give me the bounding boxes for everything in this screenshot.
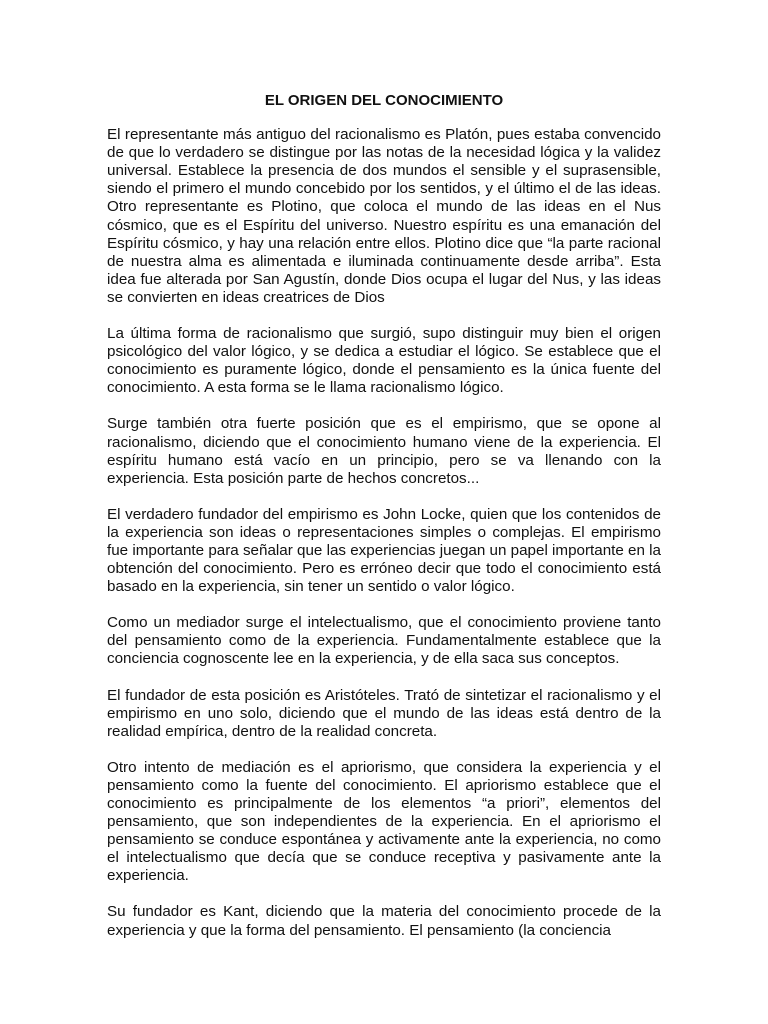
- paragraph: Surge también otra fuerte posición que es el empirismo, que se opone al racionalismo, diciendo que el conocimiento humano viene de la experiencia. El espíritu humano está vacío en un principio, pero se va llenando con la experiencia. Esta posición parte de hechos concretos...: [107, 415, 661, 487]
- document-title: EL ORIGEN DEL CONOCIMIENTO: [264, 92, 504, 109]
- paragraph: Como un mediador surge el intelectualismo, que el conocimiento proviene tanto del pensamiento como de la experiencia. Fundamentalmente establece que la conciencia cognoscente lee en la experiencia, y de ella saca sus conceptos.: [107, 614, 661, 668]
- document-body: [107, 92, 661, 958]
- paragraph: Su fundador es Kant, diciendo que la materia del conocimiento procede de la experiencia y que la forma del pensamiento. El pensamiento (la conciencia: [107, 903, 661, 939]
- paragraph: El representante más antiguo del racionalismo es Platón, pues estaba convencido de que lo verdadero se distingue por las notas de la necesidad lógica y la validez universal. Establece la presencia de dos mundos el sensible y el suprasensible, siendo el primero el mundo concebido por los sentidos, y el último el de las ideas. Otro representante es Plotino, que coloca el mundo de las ideas en el Nus cósmico, que es el Espíritu del universo. Nuestro espíritu es una emanación del Espíritu cósmico, y hay una relación entre ellos. Plotino dice que “la parte racional de nuestra alma es alimentada e iluminada continuamente desde arriba”. Esta idea fue alterada por San Agustín, donde Dios ocupa el lugar del Nus, y las ideas se convierten en ideas creatrices de Dios: [107, 126, 661, 306]
- paragraph: El verdadero fundador del empirismo es John Locke, quien que los contenidos de la experiencia son ideas o representaciones simples o complejas. El empirismo fue importante para señalar que las experiencias juegan un papel importante en la obtención del conocimiento. Pero es erróneo decir que todo el conocimiento está basado en la experiencia, sin tener un sentido o valor lógico.: [107, 505, 661, 596]
- paragraph: Otro intento de mediación es el apriorismo, que considera la experiencia y el pensamiento como la fuente del conocimiento. El apriorismo establece que el conocimiento es principalmente de los elementos “a priori”, elementos del pensamiento, que son independientes de la experiencia. En el apriorismo el pensamiento se conduce espontánea y activamente ante la experiencia, no como el intelectualismo que decía que se conduce receptiva y pasivamente ante la experiencia.: [107, 758, 661, 885]
- paragraph: La última forma de racionalismo que surgió, supo distinguir muy bien el origen psicológico del valor lógico, y se dedica a estudiar el lógico. Se establece que el conocimiento es puramente lógico, donde el pensamiento es la única fuente del conocimiento. A esta forma se le llama racionalismo lógico.: [107, 325, 661, 397]
- paragraph: El fundador de esta posición es Aristóteles. Trató de sintetizar el racionalismo y el empirismo en uno solo, diciendo que el mundo de las ideas está dentro de la realidad empírica, dentro de la realidad concreta.: [107, 686, 661, 740]
